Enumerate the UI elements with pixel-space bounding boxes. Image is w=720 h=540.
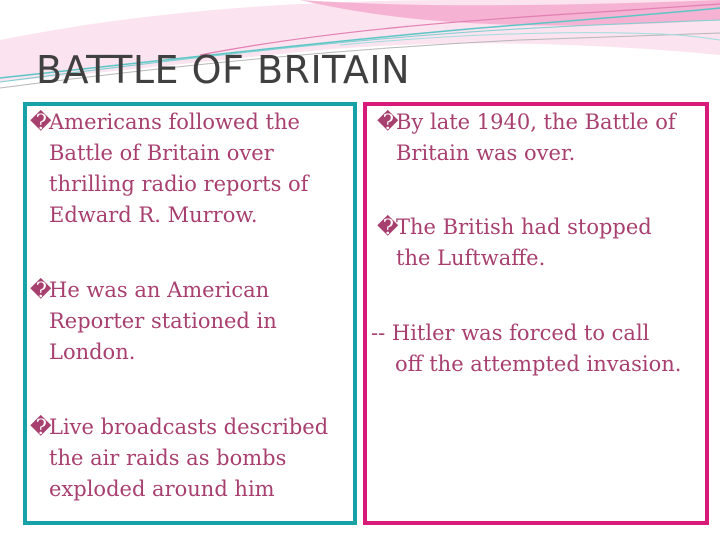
bullet-marker: � [30, 415, 52, 439]
left-bullet-1 [30, 107, 308, 231]
bullet-text: Americans followed the [49, 110, 300, 134]
right-bullet-2 [377, 212, 652, 274]
bullet-text: Edward R. Murrow. [49, 203, 258, 227]
bullet-text: Britain was over. [396, 141, 576, 165]
bullet-text: The British had stopped [396, 215, 652, 239]
bullet-text: He was an American [49, 278, 270, 302]
bullet-text: the air raids as bombs [49, 446, 287, 470]
dash-marker: -- [371, 321, 386, 345]
bullet-text: thrilling radio reports of [49, 172, 309, 196]
bullet-text: Reporter stationed in [49, 309, 277, 333]
right-bullet-3 [371, 318, 681, 380]
bullet-text: Hitler was forced to call [385, 321, 650, 345]
bullet-text: the Luftwaffe. [396, 246, 546, 270]
bullet-text: exploded around him [49, 477, 275, 501]
bullet-marker: � [30, 278, 52, 302]
left-bullet-2 [30, 275, 277, 368]
bullet-text: Live broadcasts described [49, 415, 329, 439]
bullet-marker: � [30, 110, 52, 134]
bullet-text: off the attempted invasion. [395, 352, 682, 376]
slide-title: BATTLE OF BRITAIN [36, 48, 411, 92]
bullet-text: Battle of Britain over [49, 141, 274, 165]
bullet-text: By late 1940, the Battle of [396, 110, 676, 134]
left-bullet-3 [30, 412, 328, 505]
bullet-text: London. [49, 340, 136, 364]
right-bullet-1 [377, 107, 676, 169]
bullet-marker: � [377, 215, 399, 239]
bullet-marker: � [377, 110, 399, 134]
